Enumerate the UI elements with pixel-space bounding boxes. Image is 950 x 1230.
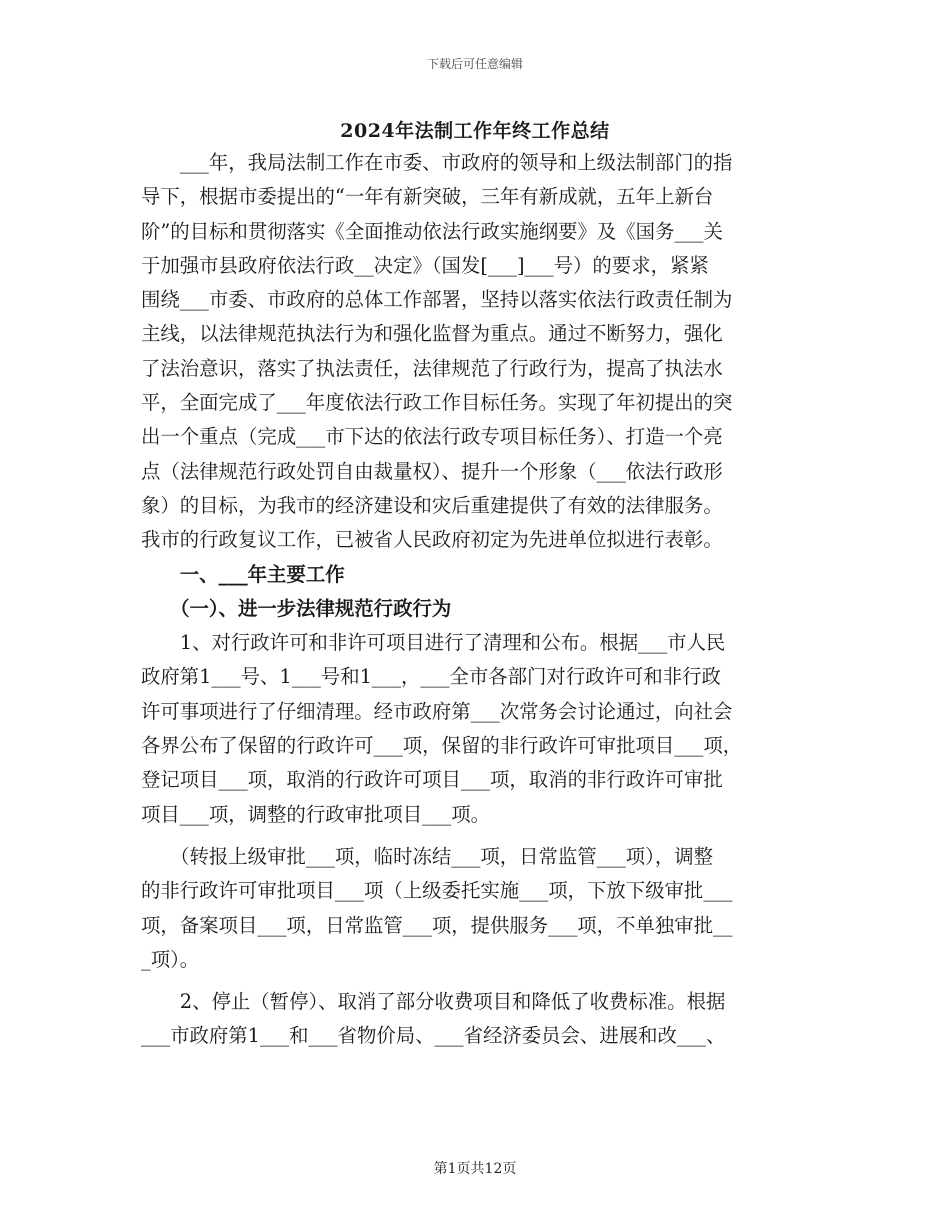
body-line: 阶”的目标和贯彻落实《全面推动依法行政实施纲要》及《国务___关 (141, 219, 723, 243)
page-header: 下载后可任意编辑 (426, 57, 523, 71)
body-line: 各界公布了保留的行政许可___项，保留的非行政许可审批项目___项， (141, 734, 743, 758)
body-line: 点（法律规范行政处罚自由裁量权）、提升一个形象（___依法行政形 (141, 459, 723, 483)
body-line: 的非行政许可审批项目___项（上级委托实施___项，下放下级审批___ (141, 879, 733, 903)
subsection-heading: （一）、进一步法律规范行政行为 (141, 596, 452, 620)
body-line: 平，全面完成了___年度依法行政工作目标任务。实现了年初提出的突 (141, 391, 733, 415)
body-line: ___年，我局法制工作在市委、市政府的领导和上级法制部门的指 (141, 151, 733, 174)
body-line: 许可事项进行了仔细清理。经市政府第___次常务会讨论通过，向社会 (141, 699, 733, 723)
body-line: 项，备案项目___项，日常监管___项，提供服务___项，不单独审批__ (141, 913, 733, 937)
paragraph-gap (141, 832, 809, 840)
body-line: 2、停止（暂停）、取消了部分收费项目和降低了收费标准。根据 (141, 990, 726, 1014)
body-line: 政府第1___号、1___号和1___，___全市各部门对行政许可和非行政 (141, 665, 721, 689)
body-line: 1、对行政许可和非许可项目进行了清理和公布。根据___市人民 (141, 631, 726, 655)
body-line: 围绕___市委、市政府的总体工作部署，坚持以落实依法行政责任制为 (141, 288, 733, 312)
body-line: 主线，以法律规范执法行为和强化监督为重点。通过不断努力，强化 (141, 322, 723, 346)
section-heading: 一、___年主要工作 (141, 562, 345, 586)
body-line: 我市的行政复议工作，已被省人民政府初定为先进单位拟进行表彰。 (141, 528, 723, 552)
body-line: _项）。 (141, 947, 200, 971)
body-line: ___市政府第1___和___省物价局、___省经济委员会、进展和改___、 (141, 1024, 726, 1048)
paragraph-gap (141, 977, 809, 985)
body-line: （转报上级审批___项，临时冻结___项，日常监管___项），调整 (141, 844, 714, 868)
body-line: 导下，根据市委提出的“一年有新突破，三年有新成就，五年上新台 (141, 185, 714, 209)
page-footer: 第1页共12页 (433, 1161, 517, 1177)
body-line: 了法治意识，落实了执法责任，法律规范了行政行为，提高了执法水 (141, 356, 723, 380)
body-line: 项目___项，调整的行政审批项目___项。 (141, 802, 491, 826)
document-body (141, 146, 809, 1054)
body-line: 象）的目标，为我市的经济建设和灾后重建提供了有效的法律服务。 (141, 493, 723, 517)
body-line: 于加强市县政府依法行政__决定》（国发[___]___号）的要求，紧紧 (141, 253, 709, 277)
body-line: 登记项目___项，取消的行政许可项目___项，取消的非行政许可审批 (141, 768, 723, 792)
body-line: 出一个重点（完成___市下达的依法行政专项目标任务）、打造一个亮 (141, 425, 723, 449)
document-title: 2024年法制工作年终工作总结 (340, 120, 610, 142)
